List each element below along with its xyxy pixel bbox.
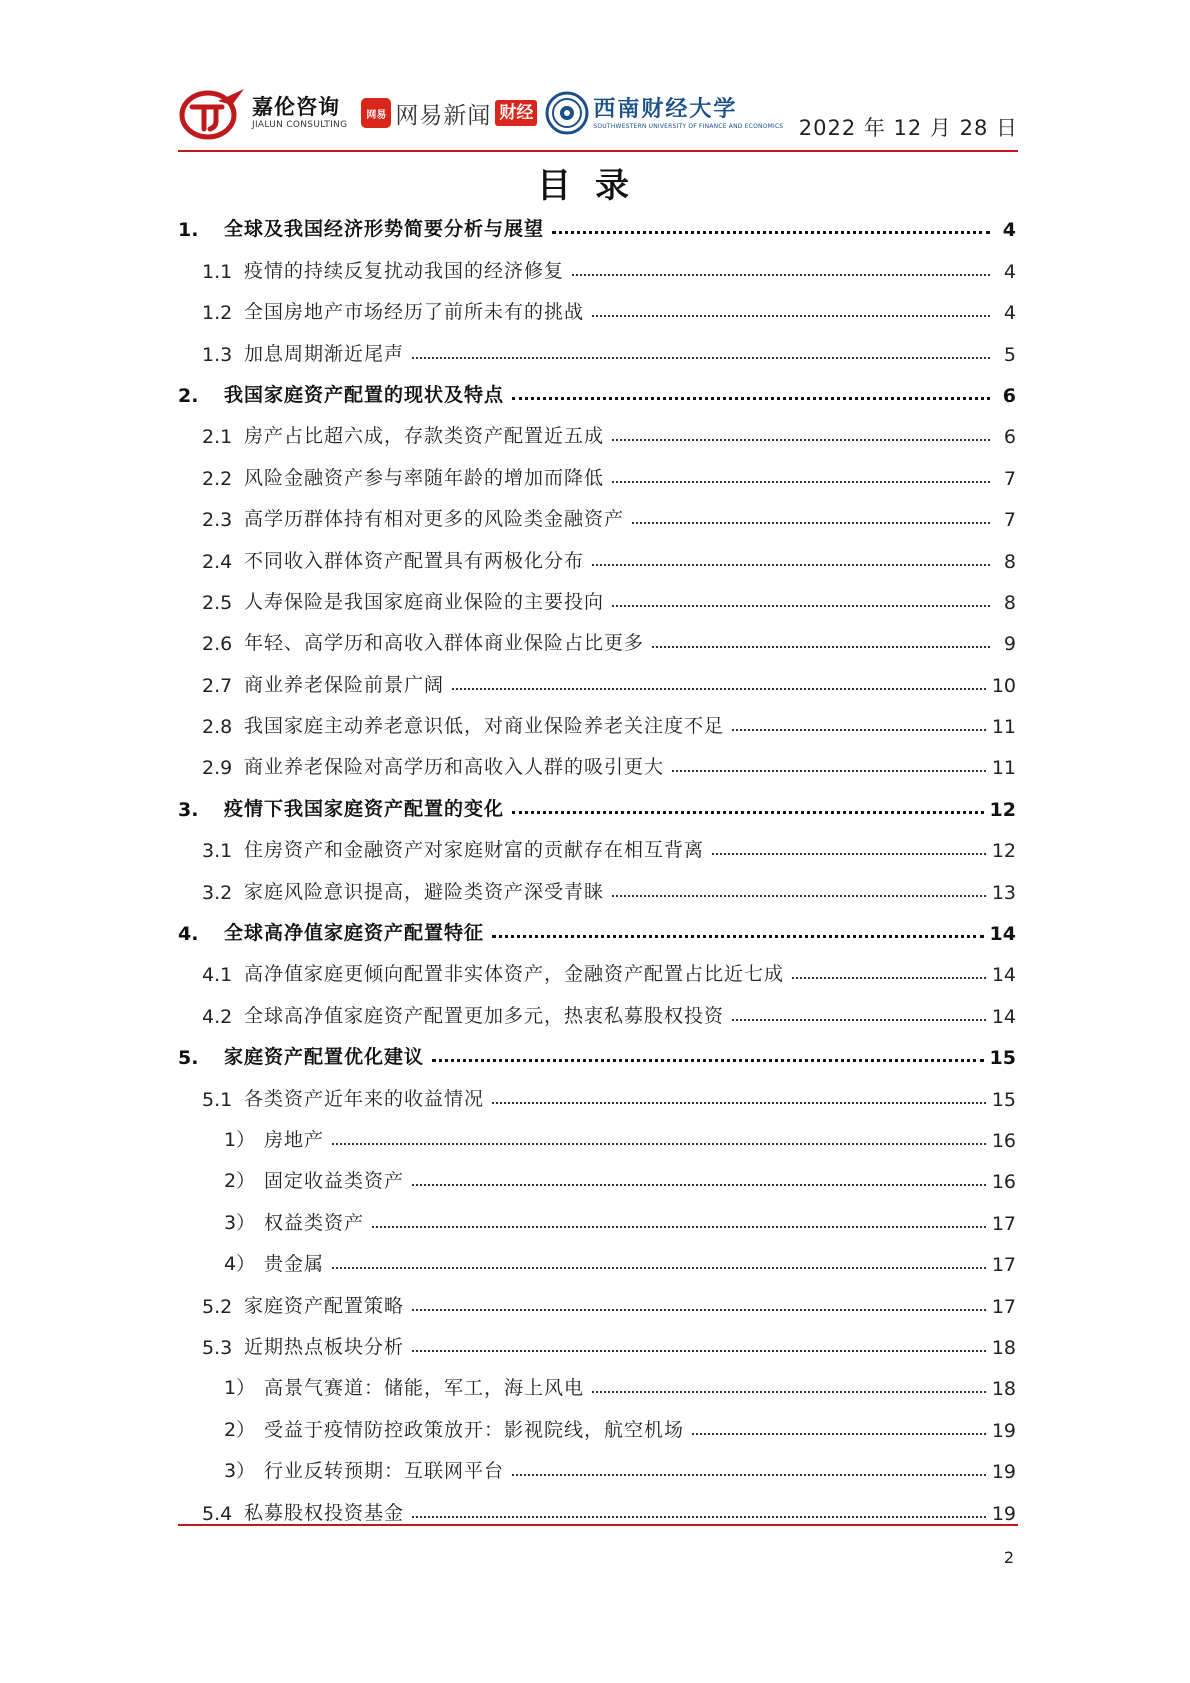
footer-rule (178, 1524, 1018, 1526)
toc-entry[interactable] (178, 287, 1016, 328)
toc-leader-dots (612, 439, 990, 441)
toc-entry[interactable] (178, 1322, 1016, 1363)
toc-leader-dots (552, 231, 990, 234)
toc-leader-dots (332, 1143, 986, 1145)
toc-entry-text: 家庭资产配置策略 (244, 1294, 405, 1317)
toc-entry[interactable] (178, 742, 1016, 783)
toc-leader-dots (652, 646, 990, 648)
toc-entry-number: 2.9 (202, 757, 233, 780)
toc-entry-number: 2.7 (202, 674, 233, 697)
toc-entry-page: 18 (991, 1336, 1016, 1359)
toc-entry[interactable] (178, 659, 1016, 700)
toc-entry-text: 受益于疫情防控政策放开：影视院线，航空机场 (264, 1418, 685, 1441)
toc-entry-page: 16 (991, 1171, 1016, 1194)
toc-entry[interactable] (178, 1156, 1016, 1197)
page-header (178, 84, 1018, 142)
wangyi-news: 网易新闻 (395, 102, 492, 129)
toc-leader-dots (572, 274, 990, 276)
toc-entry[interactable] (178, 1404, 1016, 1445)
toc-entry-number: 3.2 (202, 881, 233, 904)
toc-entry-number: 5.1 (202, 1088, 233, 1111)
toc-entry-text: 贵金属 (264, 1253, 325, 1276)
toc-entry[interactable] (178, 370, 1016, 411)
toc-entry-number: 2.3 (202, 509, 233, 532)
caijing-badge: 财经 (495, 100, 537, 126)
toc-entry-page: 18 (991, 1378, 1016, 1401)
toc-entry-page: 12 (989, 798, 1016, 821)
university-brand (593, 96, 783, 131)
toc-entry-page: 4 (1003, 260, 1016, 283)
toc-entry-text: 固定收益类资产 (264, 1170, 405, 1193)
toc-entry-text: 家庭资产配置优化建议 (224, 1046, 425, 1069)
toc-leader-dots (732, 1019, 986, 1021)
toc-entry[interactable] (178, 1239, 1016, 1280)
toc-entry-text: 年轻、高学历和高收入群体商业保险占比更多 (244, 632, 645, 655)
toc-entry-number: 1） (224, 1377, 256, 1400)
toc-entry-number: 2.8 (202, 716, 233, 739)
toc-leader-dots (412, 357, 990, 359)
toc-entry-number: 4.1 (202, 964, 233, 987)
toc-leader-dots (732, 729, 986, 731)
toc-entry-text: 加息周期渐近尾声 (244, 342, 405, 365)
toc-entry-number: 4） (224, 1253, 256, 1276)
toc-title: 目录 (537, 166, 653, 206)
toc-entry-number: 2.4 (202, 550, 233, 573)
toc-entry-text: 风险金融资产参与率随年龄的增加而降低 (244, 466, 605, 489)
toc-entry[interactable] (178, 577, 1016, 618)
toc-entry[interactable] (178, 1197, 1016, 1238)
toc-entry-number: 5.3 (202, 1336, 233, 1359)
toc-entry[interactable] (178, 949, 1016, 990)
toc-entry-page: 14 (989, 923, 1016, 946)
toc-leader-dots (612, 481, 990, 483)
toc-entry[interactable] (178, 1363, 1016, 1404)
toc-leader-dots (612, 895, 986, 897)
toc-entry-page: 19 (991, 1419, 1016, 1442)
toc-entry-page: 13 (991, 881, 1016, 904)
toc-entry-page: 17 (991, 1295, 1016, 1318)
toc-entry-number: 1.1 (202, 260, 233, 283)
toc-leader-dots (672, 770, 986, 772)
toc-entry-page: 6 (1002, 384, 1016, 407)
toc-entry-text: 商业养老保险前景广阔 (244, 673, 445, 696)
toc-entry-number: 1） (224, 1128, 256, 1151)
toc-leader-dots (492, 935, 984, 938)
toc-leader-dots (412, 1516, 986, 1518)
toc-entry-page: 17 (991, 1254, 1016, 1277)
toc-entry-text: 高景气赛道：储能，军工，海上风电 (264, 1377, 585, 1400)
toc-entry[interactable] (178, 535, 1016, 576)
toc-entry[interactable] (178, 328, 1016, 369)
toc-entry-page: 19 (991, 1502, 1016, 1525)
toc-leader-dots (792, 977, 986, 979)
toc-entry-text: 房产占比超六成，存款类资产配置近五成 (244, 425, 605, 448)
toc-entry-text: 疫情下我国家庭资产配置的变化 (224, 797, 505, 820)
toc-entry[interactable] (178, 908, 1016, 949)
toc-entry-number: 2） (224, 1170, 256, 1193)
toc-entry-page: 9 (1003, 633, 1016, 656)
toc-entry-text: 我国家庭资产配置的现状及特点 (224, 383, 505, 406)
toc-leader-dots (592, 564, 990, 566)
toc-entry-text: 私募股权投资基金 (244, 1501, 405, 1524)
toc-entry-number: 5.2 (202, 1295, 233, 1318)
toc-leader-dots (612, 605, 990, 607)
toc-leader-dots (632, 522, 990, 524)
toc-entry-text: 房地产 (264, 1128, 325, 1151)
toc-entry[interactable] (178, 701, 1016, 742)
jialun-en: JIALUN CONSULTING (252, 120, 348, 130)
toc-entry-number: 2） (224, 1418, 256, 1441)
toc-entry-text: 不同收入群体资产配置具有两极化分布 (244, 549, 585, 572)
toc-entry-page: 4 (1002, 219, 1016, 242)
toc-entry-page: 15 (991, 1088, 1016, 1111)
university-en: SOUTHWESTERN UNIVERSITY OF FINANCE AND ECONOMICS (593, 122, 784, 130)
toc-entry-page: 11 (991, 757, 1016, 780)
toc-entry-page: 14 (991, 1005, 1016, 1028)
toc-entry-text: 全球高净值家庭资产配置更加多元，热衷私募股权投资 (244, 1004, 725, 1027)
toc-entry-text: 行业反转预期：互联网平台 (264, 1460, 505, 1483)
page-number: 2 (1003, 1548, 1014, 1567)
toc-leader-dots (512, 811, 984, 814)
toc-entry-text: 家庭风险意识提高，避险类资产深受青睐 (244, 880, 605, 903)
toc-entry-number: 5. (178, 1047, 199, 1070)
wangyi-badge: 网易 (361, 98, 391, 128)
toc-entry-text: 全球高净值家庭资产配置特征 (224, 922, 485, 945)
toc-entry-number: 5.4 (202, 1502, 233, 1525)
toc-entry-text: 人寿保险是我国家庭商业保险的主要投向 (244, 590, 605, 613)
toc-entry-page: 8 (1003, 550, 1016, 573)
toc-entry-number: 1. (178, 219, 199, 242)
toc-entry[interactable] (178, 1446, 1016, 1487)
toc-entry[interactable] (178, 783, 1016, 824)
toc-entry[interactable] (178, 990, 1016, 1031)
toc-entry-text: 全球及我国经济形势简要分析与展望 (224, 218, 545, 241)
toc-entry-text: 我国家庭主动养老意识低，对商业保险养老关注度不足 (244, 715, 725, 738)
toc-leader-dots (452, 688, 986, 690)
toc-entry-text: 权益类资产 (264, 1211, 365, 1234)
toc-entry-page: 8 (1003, 591, 1016, 614)
toc-entry-number: 2. (178, 384, 199, 407)
toc-leader-dots (412, 1309, 986, 1311)
toc-entry[interactable] (178, 1032, 1016, 1073)
toc-entry-text: 疫情的持续反复扰动我国的经济修复 (244, 259, 565, 282)
toc-leader-dots (372, 1226, 986, 1228)
toc-leader-dots (692, 1433, 986, 1435)
toc-entry-page: 16 (991, 1129, 1016, 1152)
toc-entry[interactable] (178, 1115, 1016, 1156)
toc-entry-number: 3.1 (202, 840, 233, 863)
toc-entry-number: 4.2 (202, 1005, 233, 1028)
toc-entry-page: 11 (991, 716, 1016, 739)
toc-entry[interactable] (178, 452, 1016, 493)
toc-entry[interactable] (178, 866, 1016, 907)
toc-entry-page: 5 (1003, 343, 1016, 366)
toc-leader-dots (332, 1267, 986, 1269)
toc-entry-page: 4 (1003, 302, 1016, 325)
toc-entry-page: 15 (989, 1047, 1016, 1070)
toc-entry-number: 3） (224, 1211, 256, 1234)
toc-entry[interactable] (178, 1073, 1016, 1114)
toc-entry-number: 1.2 (202, 302, 233, 325)
toc-entry-text: 各类资产近年来的收益情况 (244, 1087, 485, 1110)
toc-entry-text: 住房资产和金融资产对家庭财富的贡献存在相互背离 (244, 839, 705, 862)
toc-entry-number: 3. (178, 798, 199, 821)
toc-entry-page: 14 (991, 964, 1016, 987)
university-seal-icon (545, 91, 589, 135)
toc-entry-number: 2.1 (202, 426, 233, 449)
table-of-contents (178, 204, 1016, 1529)
toc-entry[interactable] (178, 494, 1016, 535)
toc-entry-page: 10 (991, 674, 1016, 697)
toc-entry-number: 4. (178, 923, 199, 946)
jialun-name: 嘉伦咨询 (252, 95, 340, 119)
toc-entry[interactable] (178, 1280, 1016, 1321)
university-cn: 西南财经大学 (593, 95, 738, 122)
jialun-logo-icon (178, 85, 248, 141)
toc-leader-dots (512, 1474, 986, 1476)
toc-leader-dots (512, 397, 990, 400)
toc-leader-dots (592, 315, 990, 317)
toc-entry-page: 17 (991, 1212, 1016, 1235)
toc-leader-dots (412, 1184, 986, 1186)
toc-entry-text: 商业养老保险对高学历和高收入人群的吸引更大 (244, 756, 665, 779)
toc-entry-number: 2.5 (202, 591, 233, 614)
toc-entry-page: 12 (991, 840, 1016, 863)
logo-group (178, 84, 783, 142)
toc-leader-dots (412, 1350, 986, 1352)
toc-leader-dots (592, 1391, 986, 1393)
toc-entry-number: 2.6 (202, 633, 233, 656)
toc-entry-text: 高学历群体持有相对更多的风险类金融资产 (244, 508, 625, 531)
toc-leader-dots (432, 1059, 984, 1062)
toc-entry-page: 7 (1003, 467, 1016, 490)
jialun-brand (252, 95, 347, 131)
toc-entry[interactable] (178, 411, 1016, 452)
toc-entry-number: 2.2 (202, 467, 233, 490)
toc-leader-dots (712, 853, 986, 855)
toc-entry-page: 19 (991, 1461, 1016, 1484)
toc-entry[interactable] (178, 204, 1016, 245)
toc-entry-text: 全国房地产市场经历了前所未有的挑战 (244, 301, 585, 324)
toc-entry[interactable] (178, 825, 1016, 866)
toc-leader-dots (492, 1102, 986, 1104)
report-date: 2022 年 12 月 28 日 (798, 116, 1018, 140)
toc-entry-text: 近期热点板块分析 (244, 1335, 405, 1358)
toc-entry-number: 1.3 (202, 343, 233, 366)
toc-entry[interactable] (178, 618, 1016, 659)
header-rule (178, 150, 1018, 152)
toc-entry-text: 高净值家庭更倾向配置非实体资产，金融资产配置占比近七成 (244, 963, 785, 986)
toc-entry-page: 7 (1003, 509, 1016, 532)
toc-entry-number: 3） (224, 1460, 256, 1483)
toc-entry[interactable] (178, 245, 1016, 286)
toc-entry-page: 6 (1003, 426, 1016, 449)
toc-entry[interactable] (178, 1487, 1016, 1528)
